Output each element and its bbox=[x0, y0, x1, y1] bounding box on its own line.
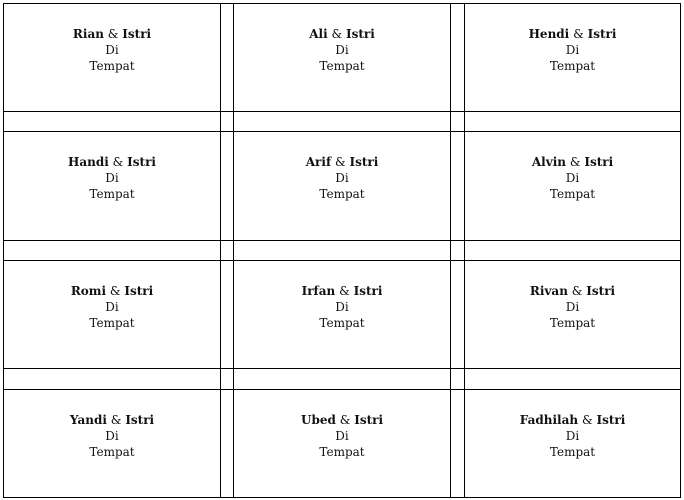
address-line-3: Tempat bbox=[319, 187, 365, 201]
address-line-2: Di bbox=[335, 429, 349, 443]
recipient-name: Rian bbox=[72, 27, 104, 41]
spacer-cell bbox=[465, 241, 680, 260]
label-cell bbox=[465, 261, 680, 368]
address-label bbox=[234, 132, 450, 202]
spacer-cell bbox=[234, 241, 450, 260]
recipient-suffix: Istri bbox=[127, 155, 156, 169]
address-label bbox=[234, 4, 450, 74]
label-cell bbox=[465, 132, 680, 240]
recipient-name: Fadhilah bbox=[519, 413, 579, 427]
address-label bbox=[4, 261, 220, 331]
spacer-cell bbox=[451, 369, 464, 389]
ampersand: & bbox=[571, 284, 583, 298]
address-line-2: Di bbox=[105, 429, 119, 443]
address-label bbox=[465, 132, 680, 202]
label-table bbox=[3, 3, 681, 498]
recipient-line bbox=[4, 154, 220, 170]
address-line-2: Di bbox=[565, 171, 580, 185]
label-cell bbox=[234, 4, 450, 111]
recipient-name: Ali bbox=[309, 27, 328, 41]
recipient-line bbox=[4, 283, 220, 299]
address-line-3: Tempat bbox=[549, 187, 596, 201]
spacer-cell bbox=[221, 132, 233, 240]
label-cell bbox=[4, 261, 220, 368]
address-line-2: Di bbox=[335, 171, 349, 185]
spacer-cell bbox=[451, 112, 464, 131]
address-label bbox=[465, 4, 680, 74]
address-line-3: Tempat bbox=[89, 445, 135, 459]
address-line-2: Di bbox=[335, 300, 349, 314]
address-line-2: Di bbox=[335, 43, 349, 57]
spacer-cell bbox=[221, 112, 233, 131]
recipient-name: Irfan bbox=[301, 284, 336, 298]
address-line-3: Tempat bbox=[319, 445, 365, 459]
recipient-name: Alvin bbox=[531, 155, 566, 169]
recipient-name: Arif bbox=[305, 155, 332, 169]
recipient-suffix: Istri bbox=[596, 413, 626, 427]
address-line-3: Tempat bbox=[89, 316, 135, 330]
recipient-suffix: Istri bbox=[125, 413, 155, 427]
spacer-cell bbox=[451, 4, 464, 111]
recipient-line bbox=[465, 154, 680, 170]
spacer-cell bbox=[221, 241, 233, 260]
address-line-2: Di bbox=[565, 429, 580, 443]
ampersand: & bbox=[107, 27, 119, 41]
spacer-cell bbox=[221, 390, 233, 497]
address-line-3: Tempat bbox=[549, 59, 596, 73]
recipient-suffix: Istri bbox=[122, 27, 152, 41]
label-cell bbox=[4, 390, 220, 497]
address-label bbox=[4, 390, 220, 460]
recipient-suffix: Istri bbox=[124, 284, 154, 298]
recipient-line bbox=[465, 283, 680, 299]
ampersand: & bbox=[339, 413, 351, 427]
address-label bbox=[4, 4, 220, 74]
ampersand: & bbox=[109, 284, 121, 298]
recipient-suffix: Istri bbox=[587, 27, 617, 41]
recipient-name: Yandi bbox=[69, 413, 107, 427]
ampersand: & bbox=[569, 155, 581, 169]
spacer-cell bbox=[4, 112, 220, 131]
spacer-cell bbox=[221, 369, 233, 389]
recipient-suffix: Istri bbox=[584, 155, 614, 169]
address-line-2: Di bbox=[105, 171, 119, 185]
ampersand: & bbox=[112, 155, 124, 169]
recipient-line bbox=[4, 412, 220, 428]
recipient-line bbox=[234, 412, 450, 428]
label-cell bbox=[4, 4, 220, 111]
recipient-line bbox=[4, 26, 220, 42]
recipient-suffix: Istri bbox=[349, 155, 379, 169]
label-cell bbox=[234, 261, 450, 368]
address-line-2: Di bbox=[105, 300, 119, 314]
address-line-3: Tempat bbox=[549, 445, 596, 459]
address-line-2: Di bbox=[105, 43, 119, 57]
label-cell bbox=[234, 390, 450, 497]
address-line-3: Tempat bbox=[319, 316, 365, 330]
recipient-suffix: Istri bbox=[586, 284, 616, 298]
recipient-suffix: Istri bbox=[353, 284, 383, 298]
ampersand: & bbox=[573, 27, 584, 41]
address-label bbox=[234, 261, 450, 331]
spacer-cell bbox=[221, 4, 233, 111]
recipient-name: Handi bbox=[68, 155, 109, 169]
recipient-line bbox=[234, 26, 450, 42]
label-cell bbox=[4, 132, 220, 240]
spacer-cell bbox=[4, 241, 220, 260]
address-line-3: Tempat bbox=[89, 59, 135, 73]
ampersand: & bbox=[110, 413, 122, 427]
spacer-cell bbox=[234, 112, 450, 131]
spacer-cell bbox=[4, 369, 220, 389]
recipient-line bbox=[465, 412, 680, 428]
spacer-cell bbox=[465, 369, 680, 389]
recipient-suffix: Istri bbox=[345, 27, 375, 41]
recipient-suffix: Istri bbox=[354, 413, 384, 427]
spacer-cell bbox=[465, 112, 680, 131]
recipient-name: Romi bbox=[70, 284, 107, 298]
address-line-3: Tempat bbox=[319, 59, 365, 73]
recipient-line bbox=[234, 154, 450, 170]
address-line-2: Di bbox=[565, 300, 580, 314]
label-cell bbox=[465, 390, 680, 497]
address-label bbox=[4, 132, 220, 202]
ampersand: & bbox=[339, 284, 350, 298]
ampersand: & bbox=[334, 155, 346, 169]
recipient-name: Hendi bbox=[528, 27, 570, 41]
address-label bbox=[465, 390, 680, 460]
ampersand: & bbox=[581, 413, 593, 427]
recipient-name: Rivan bbox=[529, 284, 568, 298]
address-line-3: Tempat bbox=[549, 316, 596, 330]
address-line-2: Di bbox=[565, 43, 580, 57]
address-label bbox=[234, 390, 450, 460]
spacer-cell bbox=[234, 369, 450, 389]
spacer-cell bbox=[451, 261, 464, 368]
label-cell bbox=[234, 132, 450, 240]
recipient-line bbox=[234, 283, 450, 299]
spacer-cell bbox=[221, 261, 233, 368]
recipient-line bbox=[465, 26, 680, 42]
spacer-cell bbox=[451, 241, 464, 260]
recipient-name: Ubed bbox=[300, 413, 336, 427]
address-line-3: Tempat bbox=[89, 187, 135, 201]
label-cell bbox=[465, 4, 680, 111]
ampersand: & bbox=[331, 27, 343, 41]
spacer-cell bbox=[451, 390, 464, 497]
spacer-cell bbox=[451, 132, 464, 240]
address-label bbox=[465, 261, 680, 331]
